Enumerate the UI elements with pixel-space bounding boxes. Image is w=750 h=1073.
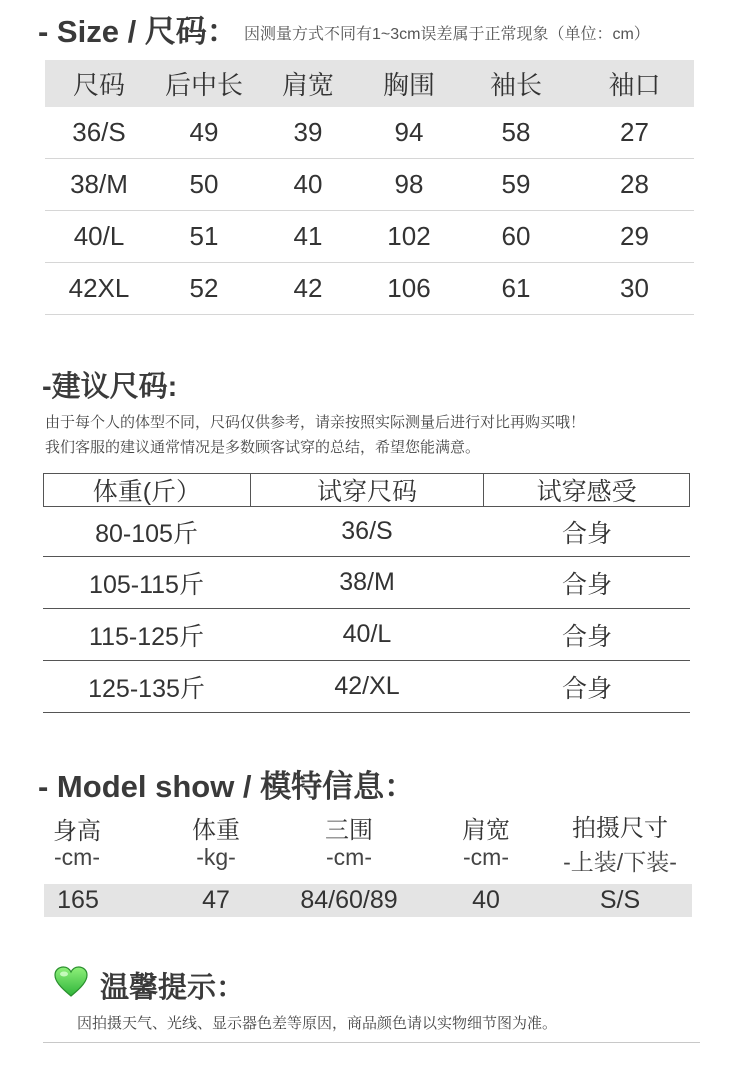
- model-section-title: - Model show / 模特信息：: [38, 769, 416, 804]
- size-table-row: [45, 263, 694, 315]
- size-cell: 38/M: [70, 169, 128, 199]
- size-cell: 28: [620, 169, 649, 199]
- size-cell: 29: [620, 221, 649, 251]
- model-unit-weight: -kg-: [196, 844, 236, 870]
- model-label-weight: 体重: [192, 817, 240, 844]
- size-header-cell: 肩宽: [281, 70, 334, 100]
- suggest-cell: 80-105斤: [95, 519, 198, 548]
- size-header-cell: 尺码: [72, 70, 125, 100]
- size-cell: 42: [293, 273, 323, 303]
- size-cell: 102: [387, 221, 431, 251]
- suggest-cell: 115-125斤: [89, 622, 204, 651]
- model-info-values: [44, 884, 692, 917]
- model-unit-measurements: -cm-: [326, 844, 372, 870]
- suggest-cell: 105-115斤: [89, 570, 204, 599]
- suggest-header-cell: 试穿尺码: [251, 474, 485, 506]
- size-cell: 40: [293, 169, 323, 199]
- size-table-row: [45, 211, 694, 263]
- green-heart-icon: [54, 966, 88, 998]
- size-cell: 27: [620, 117, 649, 147]
- size-header-cell: 后中长: [164, 70, 243, 100]
- suggest-cell: 合身: [561, 570, 612, 599]
- size-section-title: - Size / 尺码：: [38, 14, 238, 49]
- model-value-height: 165: [57, 886, 99, 914]
- model-label-shoulder: 肩宽: [462, 817, 510, 844]
- tip-section-title: 温馨提示：: [100, 972, 246, 1004]
- size-cell: 106: [387, 273, 431, 303]
- tip-note: 因拍摄天气、光线、显示器色差等原因，商品颜色请以实物细节图为准。: [77, 1015, 558, 1032]
- suggest-header-cell: 试穿感受: [536, 478, 637, 506]
- size-cell: 39: [293, 117, 323, 147]
- suggest-cell: 38/M: [339, 568, 395, 596]
- size-cell: 58: [501, 117, 531, 147]
- suggest-note-line-1: 由于每个人的体型不同，尺码仅供参考，请亲按照实际测量后进行对比再购买哦！: [45, 414, 586, 431]
- model-value-shoulder: 40: [472, 886, 500, 914]
- suggest-table-row: [43, 557, 690, 609]
- size-cell: 59: [501, 169, 531, 199]
- model-value-shoot-size: S/S: [599, 886, 641, 914]
- suggest-table-row: [43, 661, 690, 713]
- size-cell: 30: [620, 273, 649, 303]
- suggest-cell: 42/XL: [334, 672, 400, 700]
- size-cell: 98: [394, 169, 424, 199]
- size-cell: 61: [501, 273, 531, 303]
- size-cell: 60: [501, 221, 531, 251]
- model-value-weight: 47: [202, 886, 230, 914]
- size-measure-note: 因测量方式不同有1~3cm误差属于正常现象（单位：cm）: [244, 26, 650, 43]
- suggest-header-cell: 体重(斤）: [44, 474, 251, 506]
- size-cell: 42XL: [68, 273, 130, 303]
- suggest-cell: 合身: [561, 674, 612, 703]
- size-cell: 40/L: [73, 221, 125, 251]
- size-cell: 94: [394, 117, 424, 147]
- size-header-cell: 袖长: [489, 70, 542, 100]
- size-table-header: [45, 60, 694, 107]
- model-unit-height: -cm-: [54, 844, 100, 870]
- size-cell: 49: [189, 117, 219, 147]
- suggest-cell: 40/L: [342, 620, 392, 648]
- size-cell: 51: [189, 221, 219, 251]
- suggest-table-header: [43, 473, 690, 507]
- suggest-table-row: [43, 609, 690, 661]
- model-unit-shoot-size: -上装/下装-: [563, 849, 677, 875]
- size-table-row: [45, 159, 694, 211]
- model-label-measurements: 三围: [325, 817, 373, 844]
- suggest-note-line-2: 我们客服的建议通常情况是多数顾客试穿的总结，希望您能满意。: [45, 439, 481, 456]
- model-unit-shoulder: -cm-: [463, 844, 509, 870]
- model-value-measurements: 84/60/89: [300, 886, 398, 914]
- suggest-cell: 125-135斤: [88, 674, 205, 703]
- size-table: [45, 60, 694, 315]
- suggest-section-title: -建议尺码:: [42, 371, 178, 403]
- size-cell: 41: [293, 221, 323, 251]
- size-cell: 50: [189, 169, 219, 199]
- size-cell: 52: [189, 273, 219, 303]
- suggest-table-row: [43, 507, 690, 557]
- suggest-cell: 合身: [561, 622, 612, 651]
- size-cell: 36/S: [72, 117, 126, 147]
- model-label-shoot-size: 拍摄尺寸: [572, 815, 668, 842]
- size-table-row: [45, 107, 694, 159]
- suggest-cell: 36/S: [341, 517, 393, 545]
- model-label-height: 身高: [53, 818, 101, 845]
- bottom-divider: [43, 1042, 700, 1043]
- suggest-table: [43, 473, 690, 713]
- size-header-cell: 袖口: [608, 70, 661, 100]
- size-header-cell: 胸围: [382, 70, 435, 100]
- suggest-cell: 合身: [561, 519, 612, 548]
